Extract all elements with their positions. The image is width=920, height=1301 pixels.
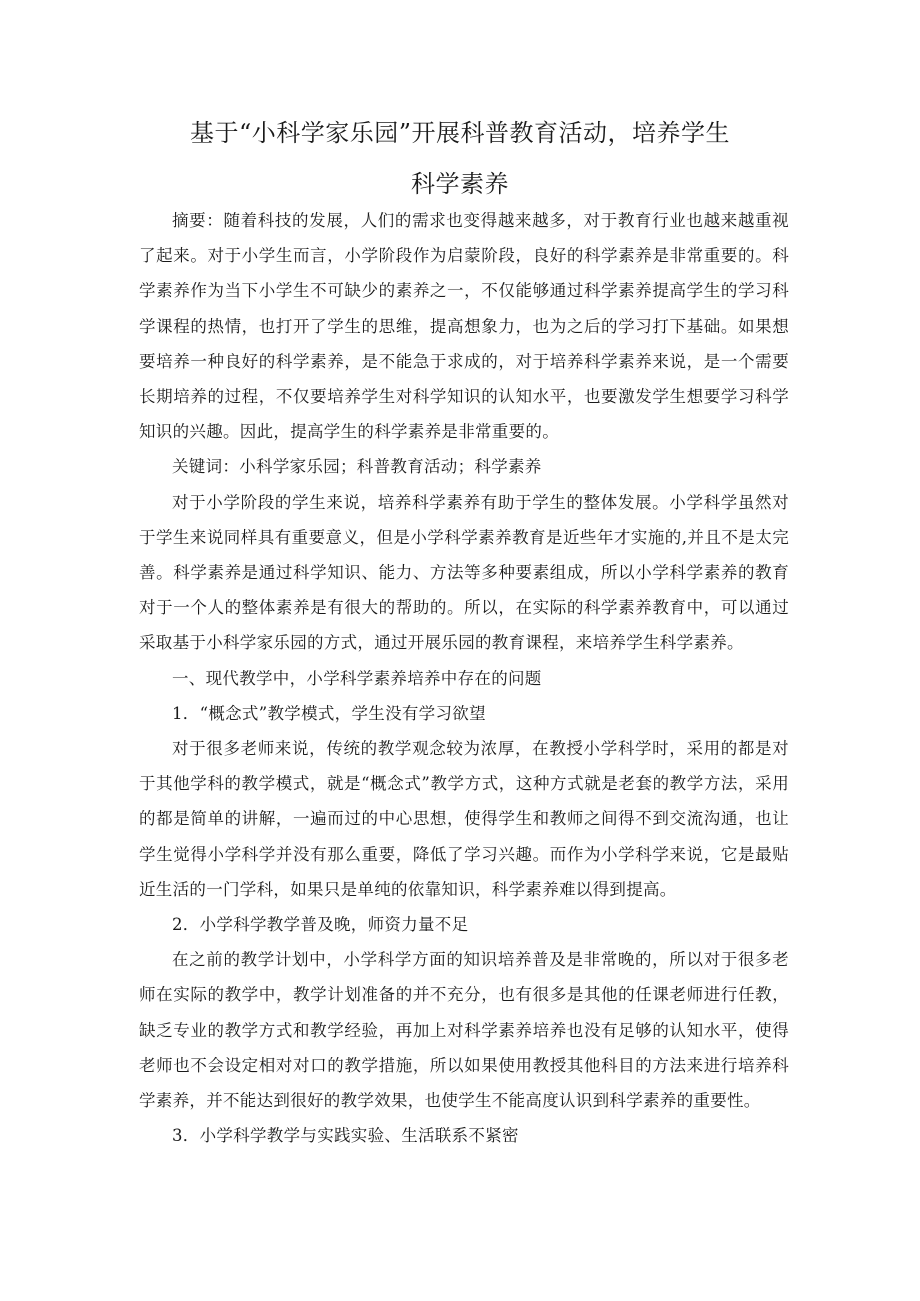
subheading-2: 2．小学科学教学普及晚，师资力量不足 [172,915,469,935]
intro-paragraph: 对于小学阶段的学生来说，培养科学素养有助于学生的整体发展。小学科学虽然对于学生来说同样具有重要意义，但是小学科学素养教育是近些年才实施的,并且不是太完善。科学素养是通过科学知识、能力、方法等多种要素组成，所以小学科学素养的教育对于一个人的整体素养是有很大的帮助的。所以，在实际的科学素养教育中，可以通过采取基于小科学家乐园的方式，通过开展乐园的教育课程，来培养学生科学素养。 [139,492,789,653]
body-text [139,203,789,1153]
section-heading-1: 一、现代教学中，小学科学素养培养中存在的问题 [172,668,542,688]
paragraph-2: 在之前的教学计划中，小学科学方面的知识培养普及是非常晚的，所以对于很多老师在实际的教学中，教学计划准备的并不充分，也有很多是其他的任课老师进行任教，缺乏专业的教学方式和教学经验，再加上对科学素养培养也没有足够的认知水平，使得老师也不会设定相对对口的教学措施，所以如果使用教授其他科目的方法来进行培养科学素养，并不能达到很好的教学效果，也使学生不能高度认识到科学素养的重要性。 [139,950,789,1111]
abstract-paragraph: 摘要：随着科技的发展，人们的需求也变得越来越多，对于教育行业也越来越重视了起来。对于小学生而言，小学阶段作为启蒙阶段，良好的科学素养是非常重要的。科学素养作为当下小学生不可缺少的素养之一，不仅能够通过科学素养提高学生的学习科学课程的热情，也打开了学生的思维，提高想象力，也为之后的学习打下基础。如果想要培养一种良好的科学素养，是不能急于求成的，对于培养科学素养来说，是一个需要长期培养的过程，不仅要培养学生对科学知识的认知水平，也要激发学生想要学习科学知识的兴趣。因此，提高学生的科学素养是非常重要的。 [139,211,789,442]
subheading-3: 3．小学科学教学与实践实验、生活联系不紧密 [172,1126,519,1146]
keywords-paragraph: 关键词：小科学家乐园；科普教育活动；科学素养 [172,457,542,477]
title-line-1: 基于“小科学家乐园”开展科普教育活动，培养学生 [189,119,731,147]
subheading-1: 1．“概念式”教学模式，学生没有学习欲望 [172,703,486,723]
title-line-2: 科学素养 [411,170,509,198]
paragraph-1: 对于很多老师来说，传统的教学观念较为浓厚，在教授小学科学时，采用的都是对于其他学科的教学模式，就是“概念式”教学方式，这种方式就是老套的教学方法，采用的都是简单的讲解，一遍而过的中心思想，使得学生和教师之间得不到交流沟通，也让学生觉得小学科学并没有那么重要，降低了学习兴趣。而作为小学科学来说，它是最贴近生活的一门学科，如果只是单纯的依靠知识，科学素养难以得到提高。 [139,739,789,899]
